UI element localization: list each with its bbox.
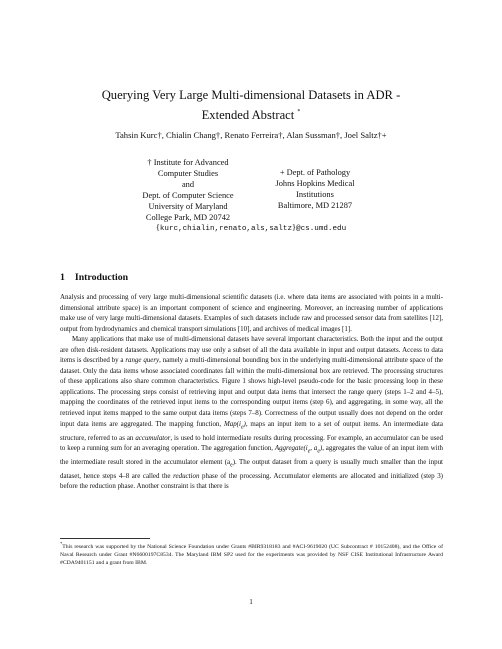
affiliation-line: + Dept. of Pathology xyxy=(279,168,351,177)
paragraph-1: Analysis and processing of very large multi-dimensional scientific datasets (i.e. where data items are associated with points in a multi-dimensional attribute space) is an important component of science and engineering. Moreover, an increasing number of applications make use of very large multi-dimensional datasets. Examples of such datasets include raw and processed sensor data from satellites [12], output from hydrodynamics and chemical transport simulations [10], and archives of medical images [1]. xyxy=(60,293,443,333)
title-line-2: Extended Abstract * xyxy=(201,108,301,122)
affiliation-line: College Park, MD 20742 xyxy=(145,213,231,222)
affiliation-johns-hopkins xyxy=(255,167,375,211)
email-domain: @cs.umd.edu xyxy=(296,225,347,233)
affiliation-line: and xyxy=(181,180,195,189)
affiliation-line: Dept. of Computer Science xyxy=(142,191,234,200)
paragraph-2: Many applications that make use of multi-dimensional datasets have several important characteristics. Both the input and the output are often disk-resident datasets. Applications may use only a subset of all the data available in input and output datasets. Access to data items is described by a range query, namely a multi-dimensional bounding box in the underlying multi-dimensional attribute space of the dataset. Only the data items whose associated coordinates fall within the multi-dimensional box are retrieved. The processing structures of these applications also share common characteristics. Figure 1 shows high-level pseudo-code for the basic processing loop in these applications. The processing steps consist of retrieving input and output data items that intersect the range query (steps 1–2 and 4–5), mapping the coordinates of the retrieved input items to the corresponding output items (step 6), and aggregating, in some way, all the retrieved input items mapped to the same output data items (steps 7–8). Correctness of the output usually does not depend on the order input data items are aggregated. The mapping function, $Map(i_e)$, maps an input item to a set of output items. An intermediate data structure, referred to as an accumulator, is used to hold intermediate results during processing. For example, an accumulator can be used to keep a running sum for an averaging operation. The aggregation function, $Aggregate(i_e$, $a_e$), aggregates the value of an input item with the intermediate result stored in the accumulator element $(a_e)$. The output dataset from a query is usually much smaller than the input dataset, hence steps 4–8 are called the reduction phase of the processing. Accumulator elements are allocated and initialized (step 3) before the reduction phase. Another constraint is that there is xyxy=(60,335,443,491)
affiliation-line: Institutions xyxy=(296,190,334,199)
email-names: kurc,chialin,renato,als,saltz xyxy=(159,225,292,233)
title-footnote-mark: * xyxy=(297,109,301,115)
footnote: *This research was supported by the National Science Foundation under Grants #BIR9318183 and #ACI-9619020 (UC Subcontract # 10152408), and the Office of Naval Research under Grant #N6600197C8534. The Maryland IBM SP2 used for the experiments was provided by NSF CISE Institutional Infrastructure Award #CDA9401151 and a grant from IBM. xyxy=(60,541,443,567)
affiliation-line: University of Maryland xyxy=(148,202,228,211)
footnote-rule xyxy=(60,538,150,539)
affiliation-line: Johns Hopkins Medical xyxy=(275,179,355,188)
body-text xyxy=(60,292,443,492)
affiliation-line: Computer Studies xyxy=(157,169,219,178)
section-heading xyxy=(60,272,128,284)
aggregate-function: $Aggregate(i_e$, $a_e$) xyxy=(274,444,323,455)
section-number: 1 xyxy=(60,272,65,283)
page-number: 1 xyxy=(249,598,253,606)
author-emails: {kurc,chialin,renato,als,saltz}@cs.umd.edu xyxy=(155,223,347,233)
section-title: Introduction xyxy=(74,272,129,283)
title-line-1: Querying Very Large Multi-dimensional Datasets in ADR - xyxy=(101,88,401,102)
paper-title xyxy=(40,87,462,124)
affiliation-line: Baltimore, MD 21287 xyxy=(277,201,353,210)
author-list: Tahsin Kurc†, Chialin Chang†, Renato Ferreira†, Alan Sussman†, Joel Saltz†+ xyxy=(115,130,387,140)
affiliation-maryland xyxy=(128,157,248,223)
map-function: $Map(i_e)$ xyxy=(223,419,246,430)
affiliation-line: † Institute for Advanced xyxy=(147,158,229,167)
footnote-mark: * xyxy=(60,541,63,546)
